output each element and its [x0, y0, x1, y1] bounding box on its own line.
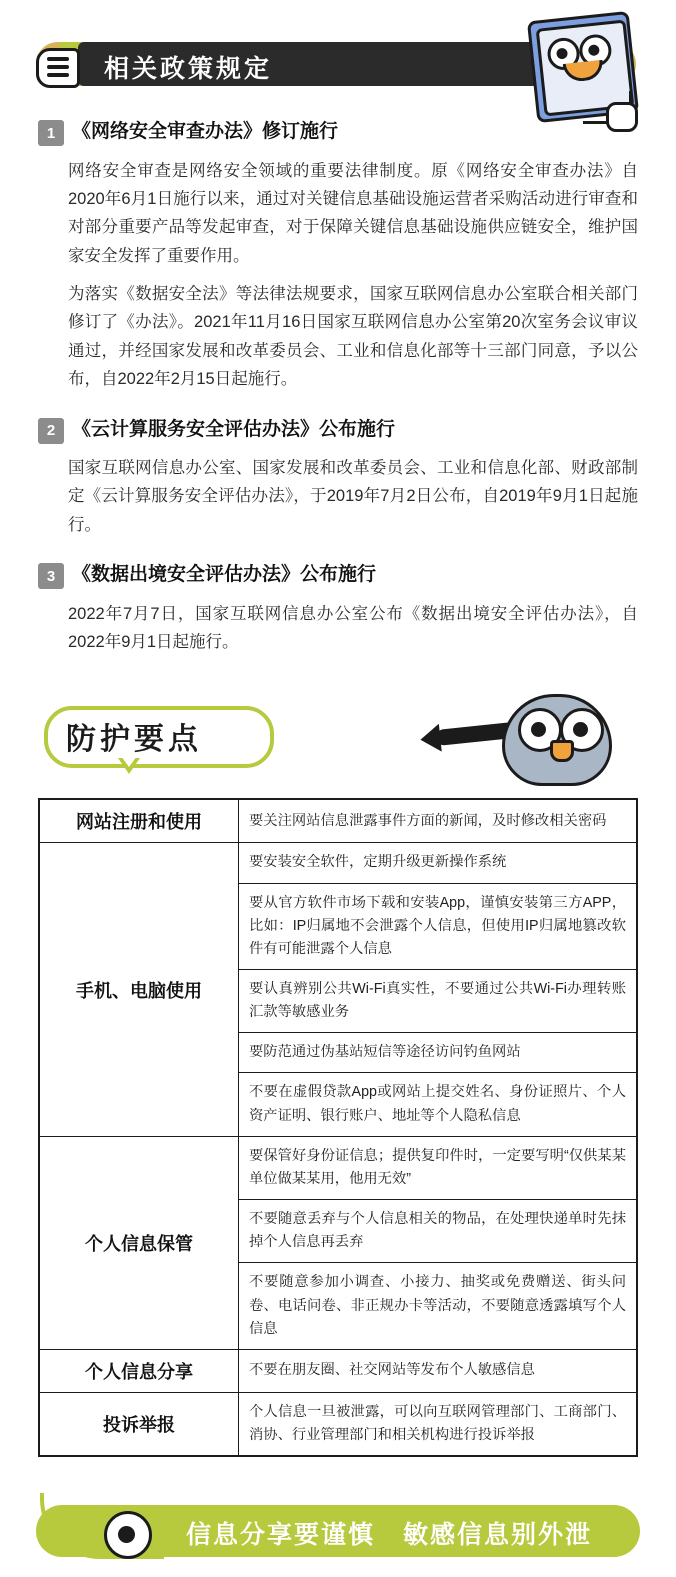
book-mascot-icon: [514, 10, 642, 128]
policy-item-3-number: 3: [38, 563, 64, 589]
keypoints-tail-inner: [121, 756, 137, 767]
policy-item-1-paragraph-2: 为落实《数据安全法》等法律法规要求，国家互联网信息办公室联合相关部门修订了《办法》。2021年11月16日国家互联网信息办公室第20次室务会议审议通过，并经国家发展和改革委员会、工业和信息化部等十三部门同意，予以公布，自2022年2月15日起施行。: [68, 285, 638, 389]
row-item-sharing-1: 不要在朋友圈、社交网站等发布个人敏感信息: [239, 1349, 638, 1392]
row-item-keeping-3: 不要随意参加小调查、小接力、抽奖或免费赠送、街头问卷、电话问卷、非正规办卡等活动，不要随意透露填写个人信息: [239, 1263, 638, 1349]
row-item-device-4: 要防范通过伪基站短信等途径访问钓鱼网站: [239, 1033, 638, 1073]
row-item-device-3: 要认真辨别公共Wi-Fi真实性，不要通过公共Wi-Fi办理转账汇款等敏感业务: [239, 970, 638, 1033]
eye-icon: [104, 1511, 152, 1559]
row-item-keeping-2: 不要随意丢弃与个人信息相关的物品，在处理快递单时先抹掉个人信息再丢弃: [239, 1200, 638, 1263]
owl-mascot-icon: [436, 690, 646, 786]
row-item-device-2: 要从官方软件市场下载和安装App，谨慎安装第三方APP，比如：IP归属地不会泄露个人信息，但使用IP归属地篡改软件有可能泄露个人信息: [239, 883, 638, 969]
row-category-complaint: 投诉举报: [39, 1392, 239, 1456]
policy-item-1-paragraph-1: 网络安全审查是网络安全领域的重要法律制度。原《网络安全审查办法》自2020年6月1日施行以来，通过对关键信息基础设施运营者采购活动进行审查和对部分重要产品等发起审查，对于保障关键信息基础设施供应链安全，维护国家安全发挥了重要作用。: [68, 161, 638, 265]
table-row: [39, 1349, 637, 1392]
row-item-website-1: 要关注网站信息泄露事件方面的新闻，及时修改相关密码: [239, 799, 638, 843]
footer-slogan: [186, 1515, 592, 1551]
policy-item-1-number: 1: [38, 120, 64, 146]
policy-item-2-paragraph-1: 国家互联网信息办公室、国家发展和改革委员会、工业和信息化部、财政部制定《云计算服务安全评估办法》，于2019年7月2日公布，自2019年9月1日起施行。: [68, 459, 638, 534]
row-category-device: 手机、电脑使用: [39, 843, 239, 1136]
policy-item-2-number: 2: [38, 418, 64, 444]
policy-item-2-header: [38, 416, 638, 445]
policy-item-2-title: 《云计算服务安全评估办法》公布施行: [72, 418, 396, 440]
row-item-keeping-1: 要保管好身份证信息；提供复印件时，一定要写明“仅供某某单位做某某用，他用无效”: [239, 1136, 638, 1199]
hand-icon: [36, 48, 80, 88]
policy-section: [0, 118, 676, 656]
row-category-keeping: 个人信息保管: [39, 1136, 239, 1349]
row-category-website: 网站注册和使用: [39, 799, 239, 843]
footer-slogan-left: 信息分享要谨慎: [186, 1521, 376, 1550]
keypoints-header: [0, 702, 676, 794]
policy-item-1-title: 《网络安全审查办法》修订施行: [72, 121, 339, 142]
footer-slogan-right: 敏感信息别外泄: [403, 1521, 593, 1550]
row-category-sharing: 个人信息分享: [39, 1349, 239, 1392]
section-banner: [0, 34, 676, 96]
footer-banner: [0, 1491, 676, 1577]
table-row: [39, 1392, 637, 1456]
row-item-device-1: 要安装安全软件，定期升级更新操作系统: [239, 843, 638, 883]
table-row: [39, 799, 637, 843]
row-item-complaint-1: 个人信息一旦被泄露，可以向互联网管理部门、工商部门、消协、行业管理部门和相关机构进行投诉举报: [239, 1392, 638, 1456]
banner-title: 相关政策规定: [104, 55, 273, 83]
policy-item-3-header: [38, 561, 638, 590]
policy-item-3-paragraph-1: 2022年7月7日，国家互联网信息办公室公布《数据出境安全评估办法》，自2022年9月1日起施行。: [68, 604, 638, 651]
keypoints-title: 防护要点: [66, 723, 202, 757]
table-row: [39, 843, 637, 883]
protection-tips-table: [38, 798, 638, 1457]
row-item-device-5: 不要在虚假贷款App或网站上提交姓名、身份证照片、个人资产证明、银行账户、地址等个人隐私信息: [239, 1073, 638, 1136]
table-row: [39, 1136, 637, 1199]
policy-item-3-title: 《数据出境安全评估办法》公布施行: [72, 564, 377, 586]
